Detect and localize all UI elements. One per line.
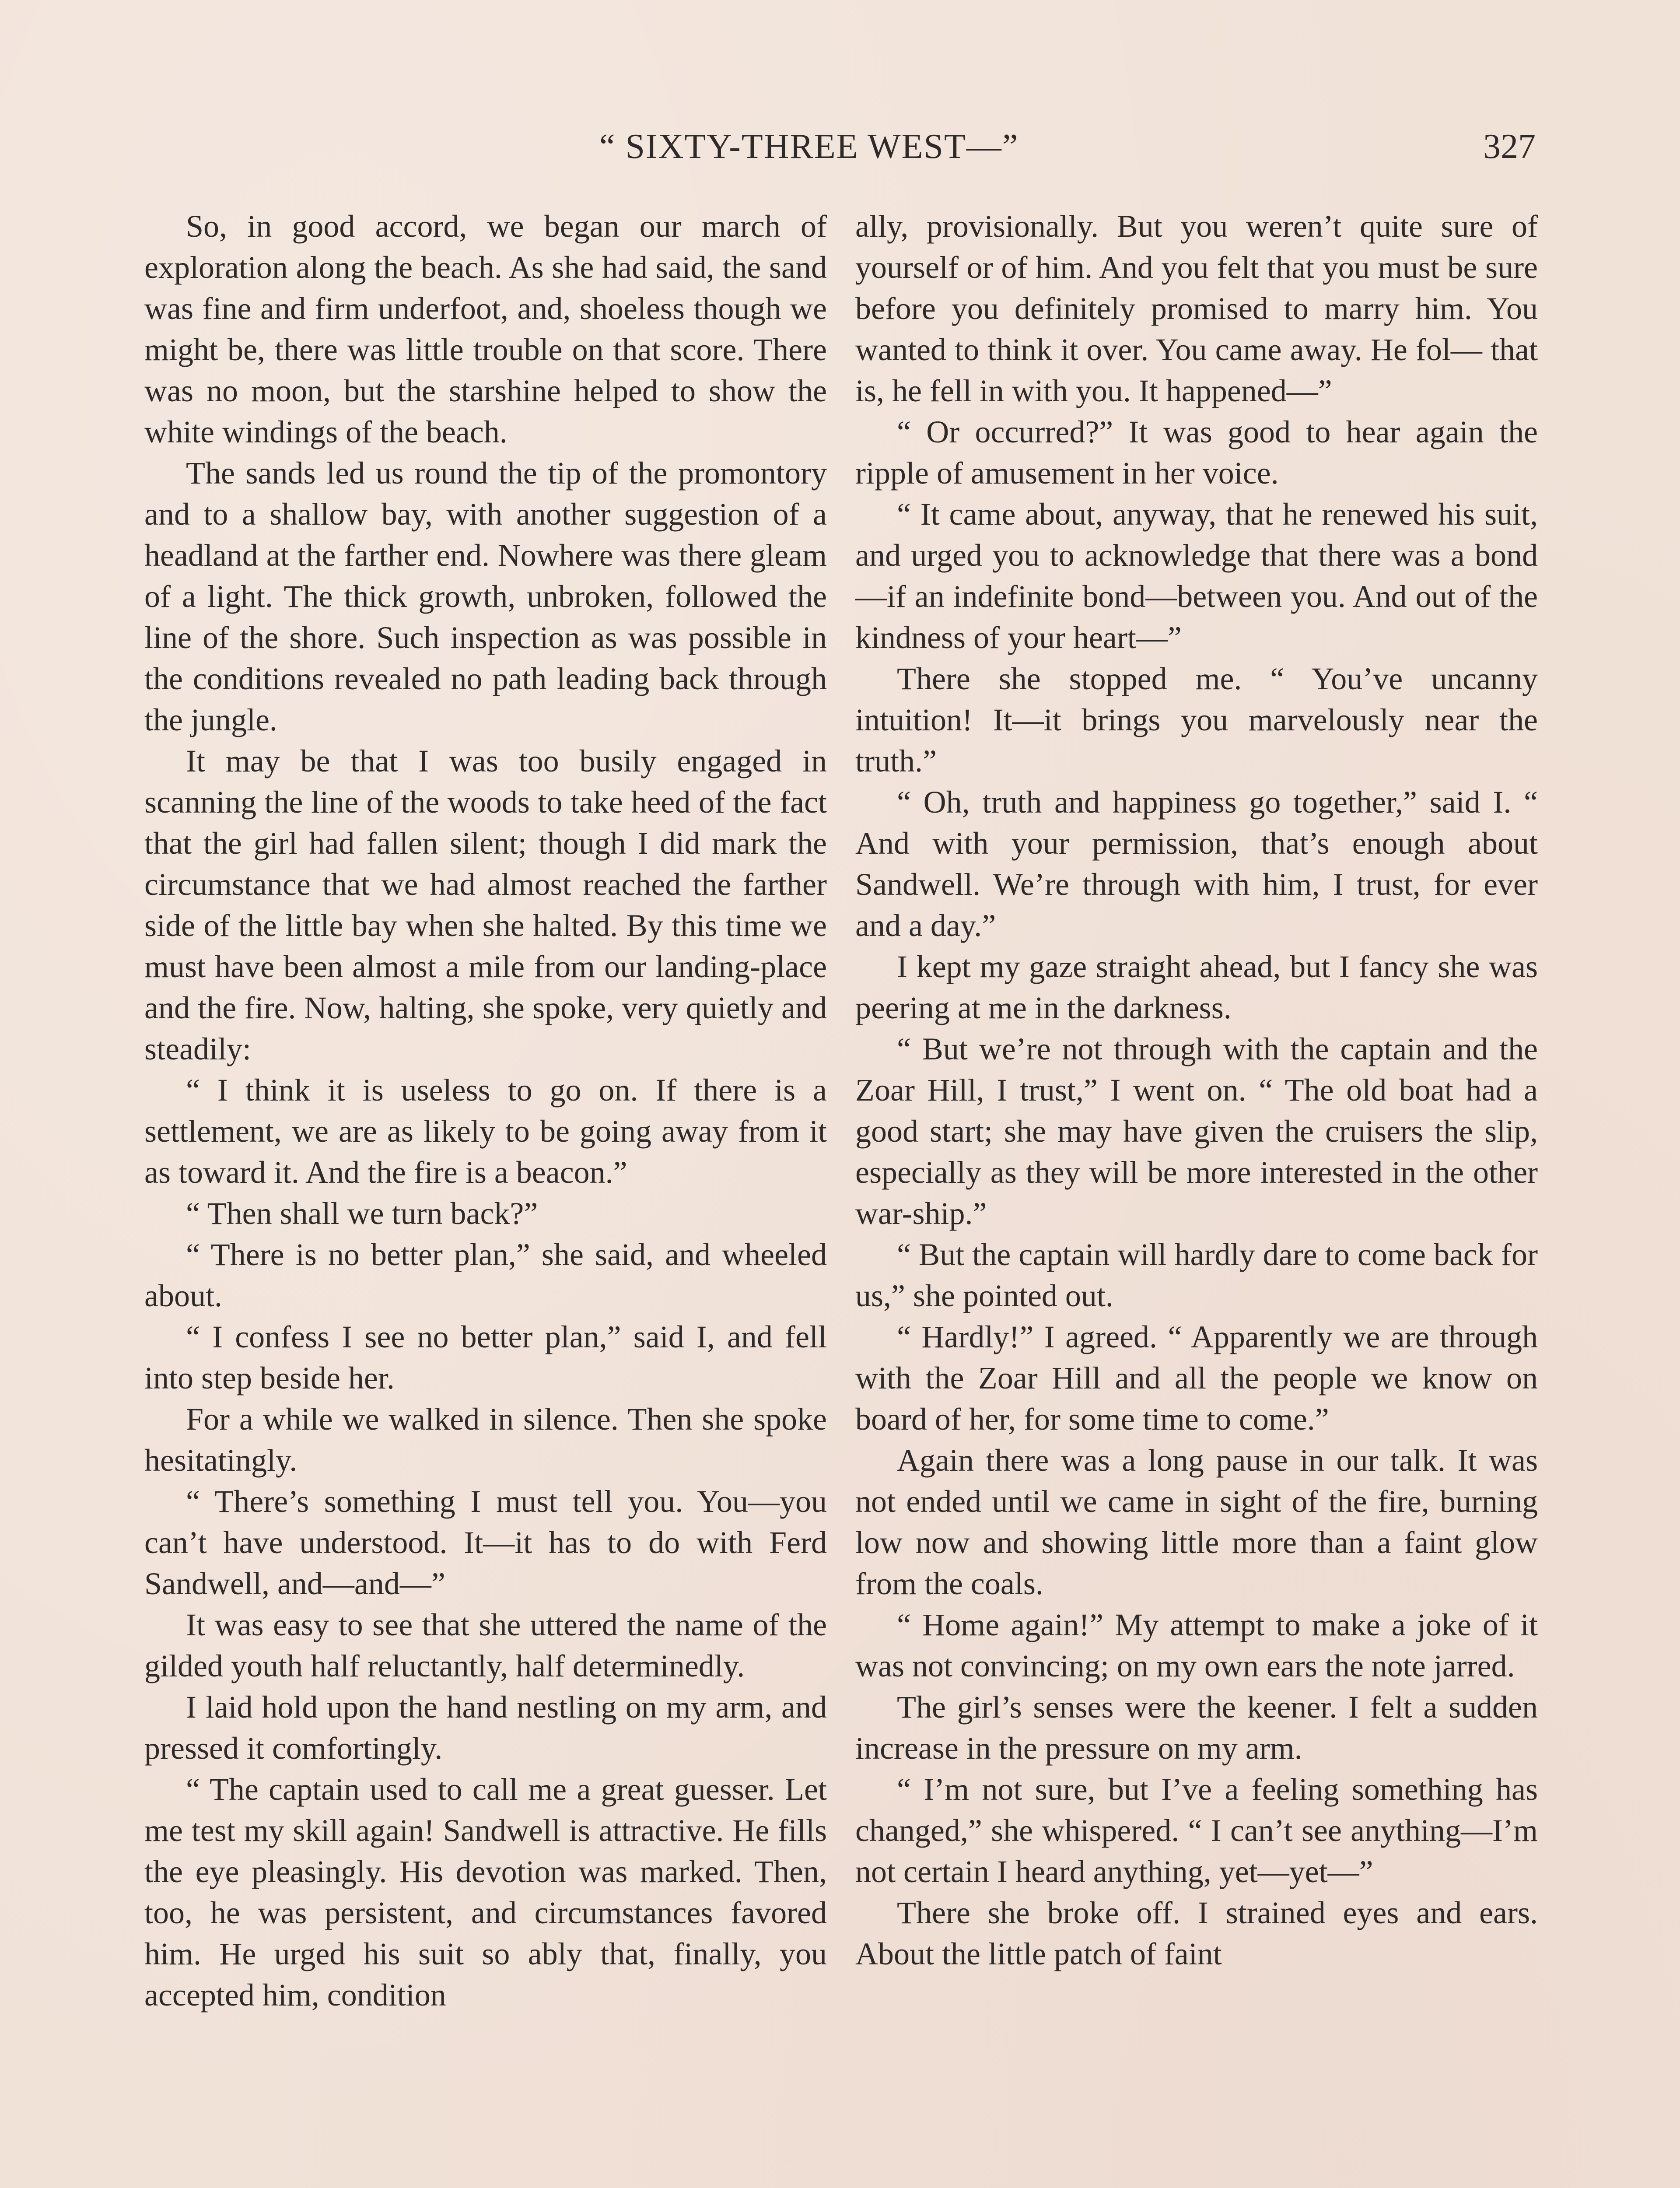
paragraph: “ I think it is useless to go on. If there is a settlement, we are as likely to be going away from it as toward it. And the fire is a beacon.” [144, 1073, 827, 1190]
paragraph: There she broke off. I strained eyes and ears. About the little patch of faint [855, 1895, 1538, 1971]
right-column [855, 206, 1538, 1974]
paragraph: “ There’s something I must tell you. You—you can’t have understood. It—it has to do with Ferd Sandwell, and—and—” [144, 1484, 827, 1601]
paragraph: There she stopped me. “ You’ve uncanny intuition! It—it brings you marvelously near the truth.” [855, 661, 1538, 778]
paragraph: “ There is no better plan,” she said, and wheeled about. [144, 1237, 827, 1313]
paragraph: “ It came about, anyway, that he renewed his suit, and urged you to acknowledge that there was a bond—if an indefinite bond—between you. And out of the kindness of your heart—” [855, 497, 1538, 655]
paragraph-continued: ally, provisionally. But you weren’t quite sure of yourself or of him. And you felt that you must be sure before you definitely promised to marry him. You wanted to think it over. You came away. He fol— that is, he fell in with you. It happened—” [855, 209, 1538, 408]
paragraph: “ Then shall we turn back?” [186, 1196, 538, 1231]
paragraph: I laid hold upon the hand nestling on my arm, and pressed it comfortingly. [144, 1690, 827, 1766]
left-column [144, 206, 827, 2016]
paragraph: “ The captain used to call me a great guesser. Let me test my skill again! Sandwell is attractive. He fills the eye pleasingly. His devotion was marked. Then, too, he was persistent, and circumstances favored him. He urged his suit so ably that, finally, you accepted him, condition [144, 1772, 827, 2013]
running-title: “ SIXTY-THREE WEST—” [599, 127, 1019, 166]
paragraph: The girl’s senses were the keener. I felt a sudden increase in the pressure on my arm. [855, 1690, 1538, 1766]
paragraph: “ Hardly!” I agreed. “ Apparently we are through with the Zoar Hill and all the people we know on board of her, for some time to come.” [855, 1319, 1538, 1437]
paragraph: “ Oh, truth and happiness go together,” said I. “ And with your permission, that’s enough about Sandwell. We’re through with him, I trust, for ever and a day.” [855, 785, 1538, 943]
paragraph: I kept my gaze straight ahead, but I fancy she was peering at me in the darkness. [855, 949, 1538, 1025]
paragraph: Again there was a long pause in our talk. It was not ended until we came in sight of the fire, burning low now and showing little more than a faint glow from the coals. [855, 1443, 1538, 1601]
paragraph: “ I’m not sure, but I’ve a feeling something has changed,” she whispered. “ I can’t see anything—I’m not certain I heard anything, yet—yet—” [855, 1772, 1538, 1889]
paragraph: “ I confess I see no better plan,” said I, and fell into step beside her. [144, 1319, 827, 1396]
page-number: 327 [1483, 127, 1536, 166]
paragraph: It was easy to see that she uttered the name of the gilded youth half reluctantly, half determinedly. [144, 1607, 827, 1683]
paragraph: It may be that I was too busily engaged in scanning the line of the woods to take heed of the fact that the girl had fallen silent; though I did mark the circumstance that we had almost reached the farther side of the little bay when she halted. By this time we must have been almost a mile from our landing-place and the fire. Now, halting, she spoke, very quietly and steadily: [144, 743, 827, 1066]
paragraph: “ Home again!” My attempt to make a joke of it was not convincing; on my own ears the note jarred. [855, 1607, 1538, 1683]
paragraph: “ But we’re not through with the captain and the Zoar Hill, I trust,” I went on. “ The old boat had a good start; she may have given the cruisers the slip, especially as they will be more interested in the other war-ship.” [855, 1031, 1538, 1231]
paragraph: The sands led us round the tip of the promontory and to a shallow bay, with another suggestion of a headland at the farther end. Nowhere was there gleam of a light. The thick growth, unbroken, followed the line of the shore. Such inspection as was possible in the conditions revealed no path leading back through the jungle. [144, 456, 827, 737]
paragraph: For a while we walked in silence. Then she spoke hesitatingly. [144, 1402, 827, 1478]
paragraph: “ But the captain will hardly dare to come back for us,” she pointed out. [855, 1237, 1538, 1313]
paragraph: So, in good accord, we began our march of exploration along the beach. As she had said, the sand was fine and firm underfoot, and, shoeless though we might be, there was little trouble on that score. There was no moon, but the starshine helped to show the white windings of the beach. [144, 209, 827, 449]
paragraph: “ Or occurred?” It was good to hear again the ripple of amusement in her voice. [855, 414, 1538, 491]
